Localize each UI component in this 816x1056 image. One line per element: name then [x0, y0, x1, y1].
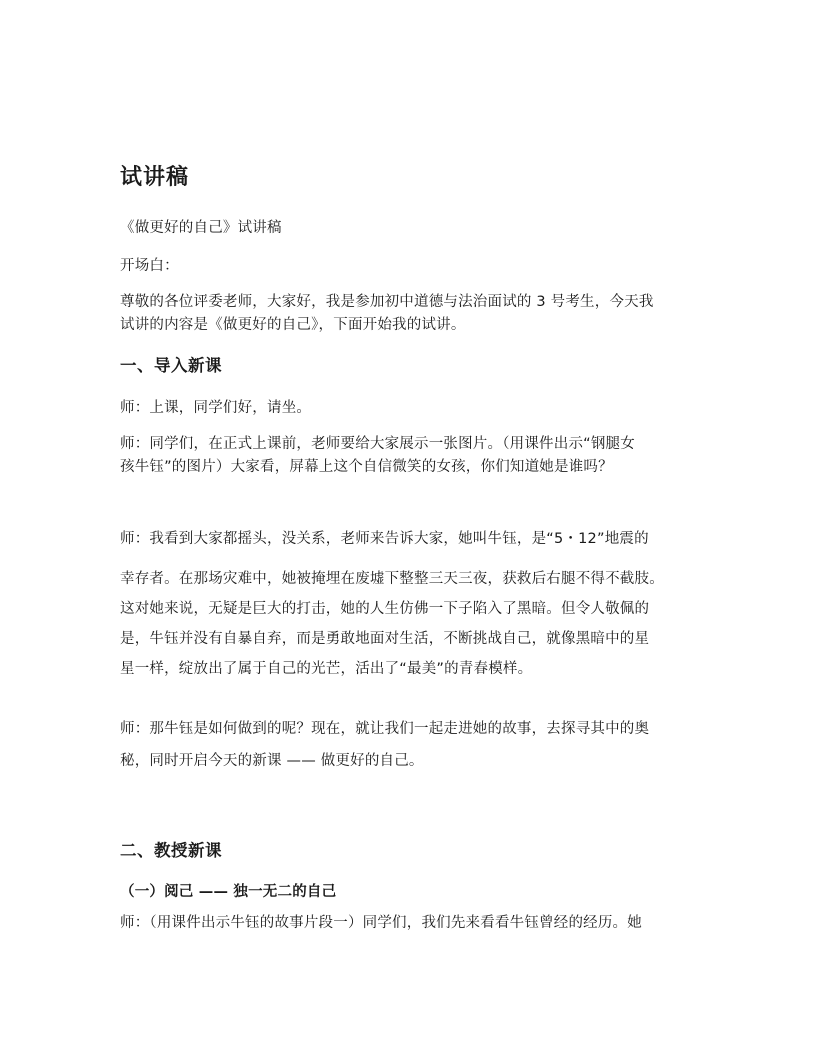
opening-label: 开场白： [120, 258, 179, 274]
opening-line-2: 试讲的内容是《做更好的自己》，下面开始我的试讲。 [120, 317, 466, 333]
paragraph-line: 孩牛钰”的图片）大家看，屏幕上这个自信微笑的女孩，你们知道她是谁吗？ [120, 459, 613, 475]
page-title: 试讲稿 [120, 165, 190, 190]
section-heading-intro: 一、导入新课 [120, 356, 222, 375]
paragraph-line: 师：（用课件出示牛钰的故事片段一）同学们，我们先来看看牛钰曾经的经历。她 [120, 915, 642, 931]
paragraph-line: 师：那牛钰是如何做到的呢？现在，就让我们一起走进她的故事，去探寻其中的奥 [120, 721, 650, 737]
opening-line-1: 尊敬的各位评委老师，大家好，我是参加初中道德与法治面试的 3 号考生，今天我 [120, 294, 654, 310]
paragraph-line: 秘，同时开启今天的新课 —— 做更好的自己。 [120, 753, 424, 769]
paragraph-line: 幸存者。在那场灾难中，她被掩埋在废墟下整整三天三夜，获救后右腿不得不截肢。 [120, 571, 664, 587]
subsection-heading: （一）阅己 —— 独一无二的自己 [120, 884, 337, 900]
paragraph-line: 这对她来说，无疑是巨大的打击，她的人生仿佛一下子陷入了黑暗。但令人敬佩的 [120, 601, 650, 617]
paragraph-line: 是，牛钰并没有自暴自弃，而是勇敢地面对生活，不断挑战自己，就像黑暗中的星 [120, 631, 650, 647]
document-subtitle: 《做更好的自己》试讲稿 [120, 220, 282, 236]
paragraph-line: 师：同学们，在正式上课前，老师要给大家展示一张图片。（用课件出示“钢腿女 [120, 436, 635, 452]
paragraph: 师：上课，同学们好，请坐。 [120, 400, 312, 416]
paragraph-line: 师：我看到大家都摇头，没关系，老师来告诉大家，她叫牛钰，是“5・12”地震的 [120, 531, 649, 547]
paragraph-line: 星一样，绽放出了属于自己的光芒，活出了“最美”的青春模样。 [120, 661, 533, 677]
section-heading-teaching: 二、教授新课 [120, 841, 222, 860]
